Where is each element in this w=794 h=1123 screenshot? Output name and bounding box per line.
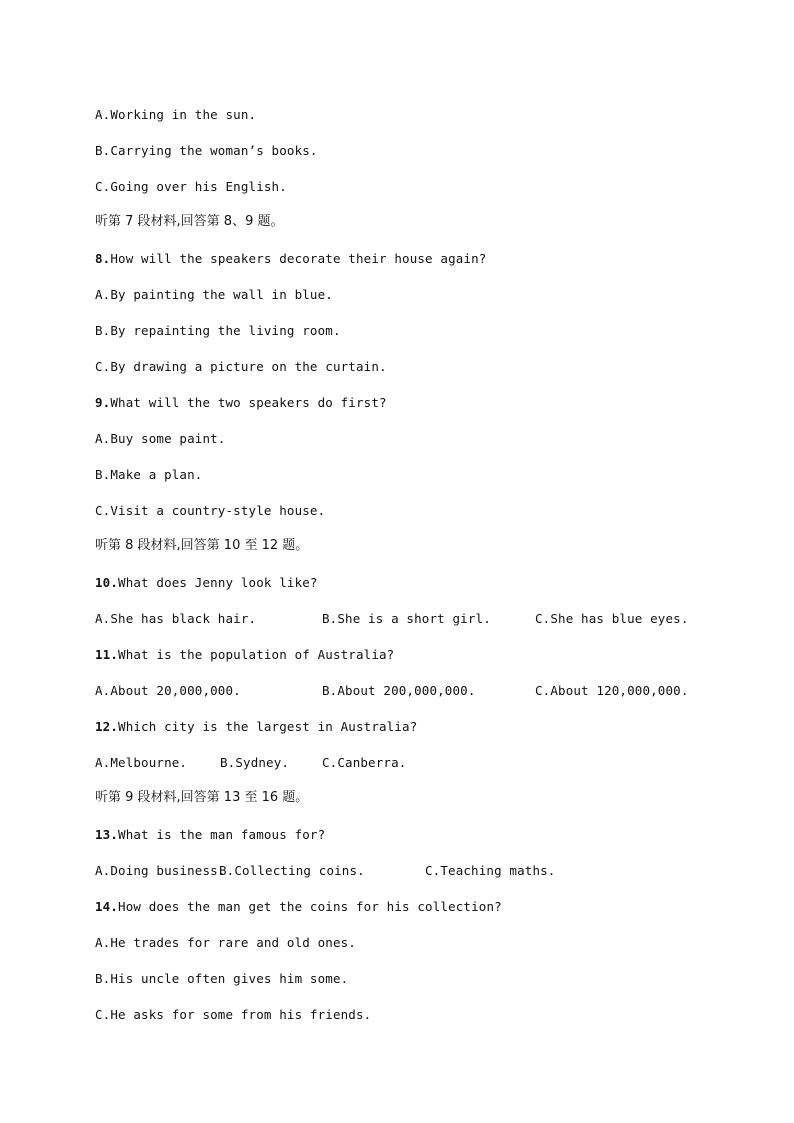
q10-text: What does Jenny look like? [118,575,318,590]
q7-option-c: C.Going over his English. [95,179,287,194]
q14-stem [95,899,502,915]
q10-option-a: A.She has black hair. [95,611,257,626]
q9-stem [95,395,387,411]
q8-option-b: B.By repainting the living room. [95,323,341,338]
q10-stem [95,575,318,591]
q12-number: 12. [95,719,119,734]
q14-option-a: A.He trades for rare and old ones. [95,935,356,950]
q13-number: 13. [95,827,119,842]
q11-option-c: C.About 120,000,000. [535,683,689,698]
q11-stem [95,647,394,663]
q10-number: 10. [95,575,119,590]
q10-option-b: B.She is a short girl. [322,611,491,626]
section-8-instruction: 听第 8 段材料,回答第 10 至 12 题。 [95,538,309,553]
q13-stem [95,827,325,843]
q13-option-a: A.Doing business. [95,863,226,878]
q11-number: 11. [95,647,119,662]
q7-option-b: B.Carrying the woman’s books. [95,143,318,158]
q8-option-c: C.By drawing a picture on the curtain. [95,359,387,374]
q10-option-c: C.She has blue eyes. [535,611,689,626]
q8-text: How will the speakers decorate their house again? [110,251,487,266]
q8-stem [95,251,486,267]
q11-option-a: A.About 20,000,000. [95,683,241,698]
q12-option-c: C.Canberra. [322,755,407,770]
q11-text: What is the population of Australia? [118,647,395,662]
q13-option-b: B.Collecting coins. [219,863,365,878]
q13-option-c: C.Teaching maths. [425,863,556,878]
section-7-instruction: 听第 7 段材料,回答第 8、9 题。 [95,214,284,229]
section-9-instruction: 听第 9 段材料,回答第 13 至 16 题。 [95,790,309,805]
q11-option-b: B.About 200,000,000. [322,683,476,698]
q12-option-a: A.Melbourne. [95,755,188,770]
q9-option-c: C.Visit a country-style house. [95,503,326,518]
q12-option-b: B.Sydney. [220,755,290,770]
q12-text: Which city is the largest in Australia? [118,719,418,734]
q12-stem [95,719,417,735]
q14-number: 14. [95,899,119,914]
q8-option-a: A.By painting the wall in blue. [95,287,333,302]
q8-number: 8. [95,251,111,266]
q14-text: How does the man get the coins for his collection? [118,899,502,914]
q9-option-b: B.Make a plan. [95,467,203,482]
q7-option-a: A.Working in the sun. [95,107,257,122]
q14-option-b: B.His uncle often gives him some. [95,971,349,986]
q9-number: 9. [95,395,111,410]
q9-option-a: A.Buy some paint. [95,431,226,446]
q13-text: What is the man famous for? [118,827,326,842]
q9-text: What will the two speakers do first? [110,395,387,410]
q14-option-c: C.He asks for some from his friends. [95,1007,372,1022]
